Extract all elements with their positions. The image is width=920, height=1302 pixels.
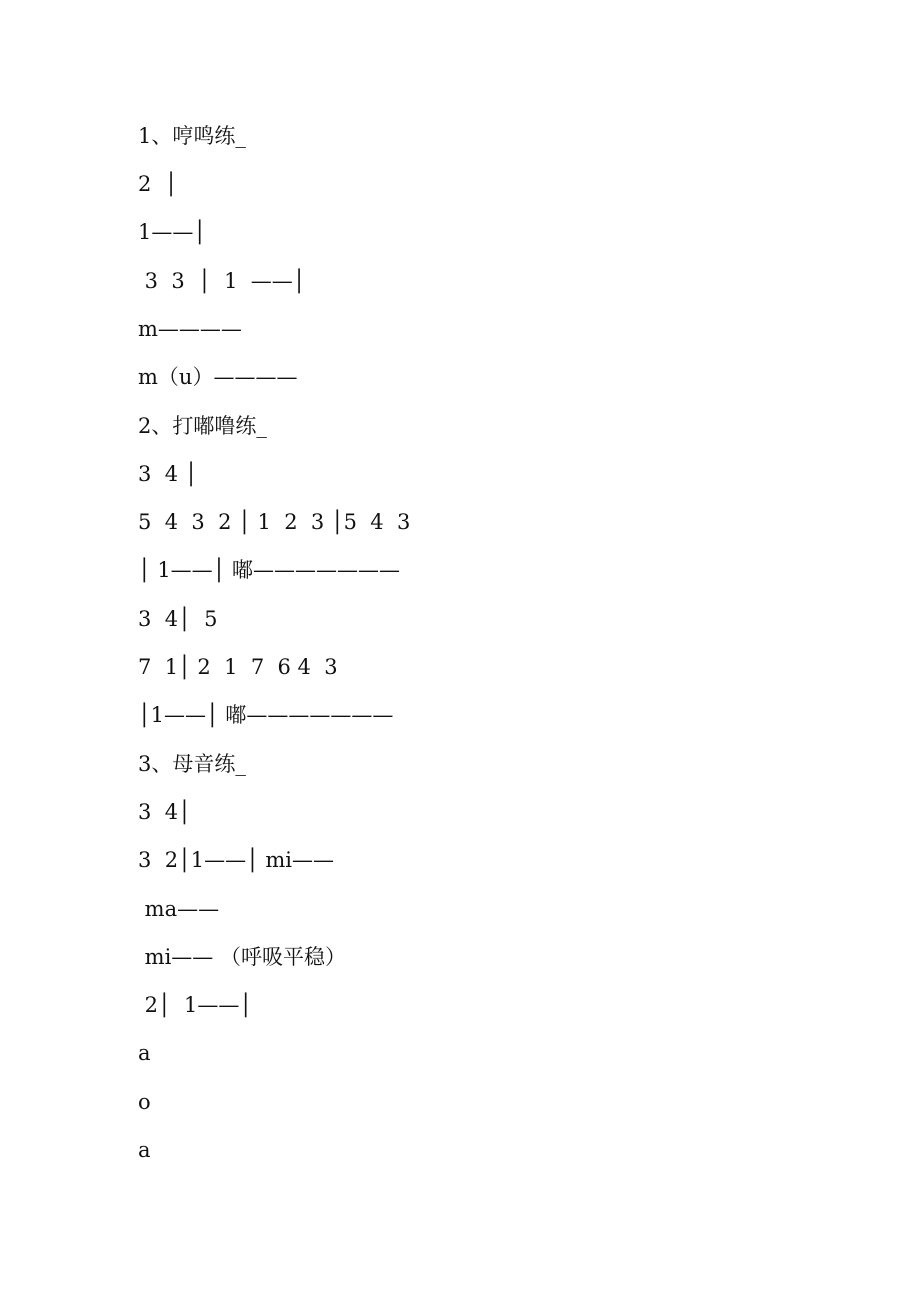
notation-line: 2 │	[138, 172, 178, 196]
lyric-line: m（u）————	[138, 365, 298, 389]
vowel-line: a	[138, 1138, 151, 1162]
vowel-line: a	[138, 1041, 151, 1065]
notation-line: 1——│	[138, 220, 207, 244]
heading-vowel-exercise: 3、母音练_	[138, 752, 246, 776]
notation-line: 7 1│ 2 1 7 6 4 3	[138, 655, 338, 679]
notation-line: 3 4 │	[138, 462, 198, 486]
notation-line: 5 4 3 2 │ 1 2 3 │5 4 3	[138, 510, 411, 534]
notation-line: │1——│ 嘟———————	[138, 703, 394, 727]
lyric-line: m————	[138, 317, 242, 341]
vowel-line: o	[138, 1090, 151, 1114]
lyric-line: ma——	[138, 897, 220, 921]
notation-line: 2│ 1——│	[138, 993, 253, 1017]
notation-line: 3 4│ 5	[138, 607, 218, 631]
heading-trill-exercise: 2、打嘟噜练_	[138, 414, 267, 438]
notation-line: │ 1——│ 嘟———————	[138, 558, 400, 582]
heading-humming-exercise: 1、哼鸣练_	[138, 124, 246, 148]
notation-line: 3 3 │ 1 ——│	[138, 269, 306, 293]
lyric-line: mi—— （呼吸平稳）	[138, 945, 346, 969]
notation-line: 3 4│	[138, 800, 191, 824]
notation-line: 3 2│1——│ mi——	[138, 848, 335, 872]
